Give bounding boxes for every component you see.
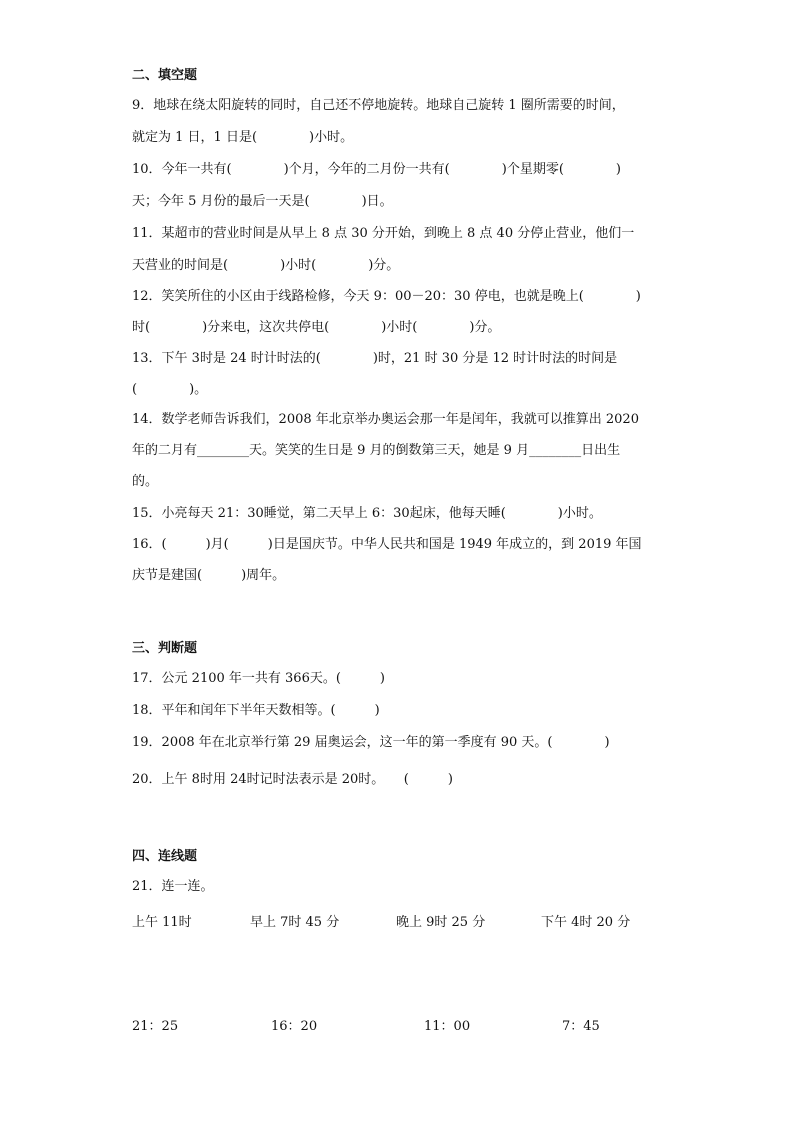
section-heading-matching: 四、连线题 bbox=[132, 849, 198, 864]
match-bottom-item-3[interactable]: 11：00 bbox=[424, 1019, 471, 1034]
question-14-line-3: 的。 bbox=[132, 474, 159, 489]
match-bottom-item-4[interactable]: 7：45 bbox=[562, 1019, 600, 1034]
question-16-line-1: 16．( )月( )日是国庆节。中华人民共和国是 1949 年成立的，到 2019 年国 bbox=[132, 537, 642, 552]
question-20: 20．上午 8时用 24时记时法表示是 20时。 ( ) bbox=[132, 772, 453, 787]
question-10-line-2: 天；今年 5 月份的最后一天是( )日。 bbox=[132, 194, 393, 209]
question-14-line-2: 年的二月有________天。笑笑的生日是 9 月的倒数第三天，她是 9 月________日出生 bbox=[132, 443, 621, 458]
question-17: 17．公元 2100 年一共有 366天。( ) bbox=[132, 671, 385, 686]
question-12-line-2: 时( )分来电，这次共停电( )小时( )分。 bbox=[132, 320, 501, 335]
match-bottom-item-2[interactable]: 16：20 bbox=[271, 1019, 318, 1034]
section-heading-true-false: 三、判断题 bbox=[132, 641, 198, 656]
question-11-line-2: 天营业的时间是( )小时( )分。 bbox=[132, 258, 400, 273]
match-top-item-4[interactable]: 下午 4时 20 分 bbox=[541, 915, 631, 930]
match-top-item-3[interactable]: 晚上 9时 25 分 bbox=[396, 915, 486, 930]
question-21-intro: 21．连一连。 bbox=[132, 879, 214, 894]
question-11-line-1: 11．某超市的营业时间是从早上 8 点 30 分开始，到晚上 8 点 40 分停止营业，他们一 bbox=[132, 226, 635, 241]
match-top-item-1[interactable]: 上午 11时 bbox=[132, 915, 192, 930]
question-9-line-2: 就定为 1 日，1 日是( )小时。 bbox=[132, 130, 354, 145]
question-13-line-1: 13．下午 3时是 24 时计时法的( )时，21 时 30 分是 12 时计时法的时间是 bbox=[132, 351, 618, 366]
question-15-line-1: 15．小亮每天 21：30睡觉，第二天早上 6：30起床，他每天睡( )小时。 bbox=[132, 506, 602, 521]
question-14-line-1: 14．数学老师告诉我们，2008 年北京举办奥运会那一年是闰年，我就可以推算出 2020 bbox=[132, 412, 639, 427]
question-12-line-1: 12．笑笑所住的小区由于线路检修，今天 9：00－20：30 停电，也就是晚上( ) bbox=[132, 289, 641, 304]
question-9-line-1: 9．地球在绕太阳旋转的同时，自己还不停地旋转。地球自己旋转 1 圈所需要的时间， bbox=[132, 98, 625, 113]
question-18: 18．平年和闰年下半年天数相等。( ) bbox=[132, 703, 380, 718]
question-10-line-1: 10．今年一共有( )个月，今年的二月份一共有( )个星期零( ) bbox=[132, 162, 621, 177]
match-bottom-item-1[interactable]: 21：25 bbox=[132, 1019, 179, 1034]
question-16-line-2: 庆节是建国( )周年。 bbox=[132, 568, 286, 583]
match-top-item-2[interactable]: 早上 7时 45 分 bbox=[250, 915, 340, 930]
question-19: 19．2008 年在北京举行第 29 届奥运会，这一年的第一季度有 90 天。( ) bbox=[132, 735, 610, 750]
question-13-line-2: ( )。 bbox=[132, 382, 208, 397]
section-heading-fill-blank: 二、填空题 bbox=[132, 68, 198, 83]
